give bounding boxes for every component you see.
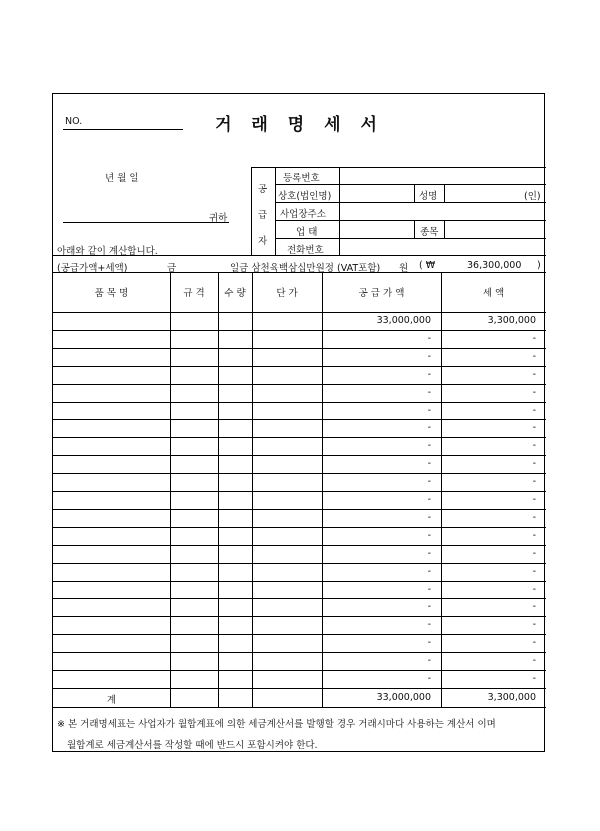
- total-supply-amount: 33,000,000: [376, 691, 431, 703]
- table-row-rule: [53, 598, 546, 599]
- table-row-rule: [53, 509, 546, 510]
- row-tax-amount[interactable]: -: [532, 601, 536, 613]
- table-header-spec: 규 격: [183, 288, 205, 299]
- row-supply-amount[interactable]: -: [427, 547, 431, 559]
- row-tax-amount[interactable]: -: [532, 583, 536, 595]
- table-row-rule: [53, 545, 546, 546]
- total-row-label: 계: [106, 694, 117, 706]
- table-row-rule: [53, 563, 546, 564]
- footnote-line-2: 월합계로 세금계산서를 작성할 때에 반드시 포함시켜야 한다.: [67, 740, 318, 751]
- table-header-tax: 세 액: [482, 288, 505, 299]
- address-label: 사업장주소: [280, 209, 326, 220]
- supplier-block: [251, 167, 546, 255]
- row-tax-amount[interactable]: -: [532, 511, 536, 523]
- recipient-underline[interactable]: [63, 222, 229, 223]
- row-supply-amount[interactable]: -: [427, 332, 431, 344]
- table-row-rule: [53, 616, 546, 617]
- row-supply-amount[interactable]: 33,000,000: [376, 315, 431, 326]
- supplier-side-char-3: 자: [258, 236, 268, 247]
- row-tax-amount[interactable]: -: [532, 637, 536, 649]
- amount-in-words: 일금 삼천육백삼십만원정 (VAT포함): [230, 263, 381, 274]
- table-header-supply: 공 급 가 액: [358, 288, 405, 299]
- row-supply-amount[interactable]: -: [427, 440, 431, 452]
- phone-label: 전화번호: [287, 245, 324, 256]
- table-header-unit-price: 단 가: [276, 288, 298, 299]
- table-row-rule: [53, 455, 546, 456]
- currency-close: ): [537, 260, 541, 271]
- row-supply-amount[interactable]: -: [427, 601, 431, 613]
- row-supply-amount[interactable]: -: [427, 673, 431, 684]
- recipient-suffix: 귀하: [209, 213, 228, 224]
- name-label: 성명: [419, 191, 438, 202]
- invoice-form: [52, 93, 545, 752]
- item-type-label: 종목: [420, 227, 439, 238]
- row-tax-amount[interactable]: -: [532, 655, 536, 667]
- row-tax-amount[interactable]: -: [532, 619, 536, 631]
- reg-no-field[interactable]: [341, 169, 544, 183]
- table-column-rule: [170, 272, 171, 707]
- table-row-rule: [53, 634, 546, 635]
- row-tax-amount[interactable]: -: [532, 332, 536, 344]
- gold-label: 금: [167, 263, 177, 274]
- table-row-rule: [53, 348, 546, 349]
- table-row-rule: [53, 419, 546, 420]
- table-row-rule: [53, 402, 546, 403]
- row-tax-amount[interactable]: -: [532, 673, 536, 684]
- row-tax-amount[interactable]: -: [532, 476, 536, 488]
- row-tax-amount[interactable]: -: [532, 386, 536, 398]
- row-tax-amount[interactable]: -: [532, 565, 536, 577]
- row-tax-amount[interactable]: -: [532, 547, 536, 559]
- table-row-rule: [53, 491, 546, 492]
- table-column-rule: [252, 272, 253, 707]
- seal-label: (인): [524, 191, 541, 202]
- company-field[interactable]: [341, 187, 412, 201]
- footnote-line-1: ※ 본 거래명세표는 사업자가 월합계표에 의한 세금계산서를 발행할 경우 거래시마다 사용하는 계산서 이며: [57, 719, 496, 730]
- row-supply-amount[interactable]: -: [427, 619, 431, 631]
- row-supply-amount[interactable]: -: [427, 511, 431, 523]
- row-supply-amount[interactable]: -: [427, 529, 431, 541]
- row-supply-amount[interactable]: -: [427, 458, 431, 470]
- phone-field[interactable]: [341, 241, 544, 254]
- table-row-rule: [53, 437, 546, 438]
- total-amount: 36,300,000: [467, 260, 522, 271]
- row-supply-amount[interactable]: -: [427, 494, 431, 505]
- row-tax-amount[interactable]: -: [532, 368, 536, 380]
- row-tax-amount[interactable]: -: [532, 422, 536, 434]
- table-row-rule: [53, 330, 546, 331]
- total-tax-amount: 3,300,000: [487, 691, 536, 703]
- row-supply-amount[interactable]: -: [427, 655, 431, 667]
- table-row-rule: [53, 688, 546, 689]
- row-supply-amount[interactable]: -: [427, 637, 431, 649]
- business-type-label: 업 태: [296, 227, 318, 238]
- table-top-rule: [53, 272, 546, 273]
- currency-open: ( ₩: [419, 260, 436, 271]
- table-row-rule: [53, 527, 546, 528]
- row-tax-amount[interactable]: -: [532, 350, 536, 362]
- row-tax-amount[interactable]: -: [532, 494, 536, 505]
- row-supply-amount[interactable]: -: [427, 476, 431, 488]
- table-header-qty: 수 량: [224, 288, 246, 299]
- row-supply-amount[interactable]: -: [427, 404, 431, 416]
- table-row-rule: [53, 473, 546, 474]
- supplier-side-char-1: 공: [258, 184, 268, 195]
- table-header-rule: [53, 312, 546, 313]
- address-field[interactable]: [341, 205, 544, 219]
- row-supply-amount[interactable]: -: [427, 565, 431, 577]
- row-tax-amount[interactable]: 3,300,000: [487, 315, 536, 326]
- company-label: 상호(법인명): [278, 191, 332, 202]
- table-header-item: 품 목 명: [94, 288, 129, 299]
- won-label: 원: [399, 263, 409, 274]
- document-title: 거 래 명 세 서: [215, 115, 384, 135]
- no-label: NO.: [65, 116, 83, 127]
- table-column-rule: [218, 272, 219, 707]
- row-supply-amount[interactable]: -: [427, 583, 431, 595]
- table-row-rule: [53, 384, 546, 385]
- row-tax-amount[interactable]: -: [532, 404, 536, 416]
- date-field[interactable]: 년 월 일: [105, 173, 139, 184]
- supplier-side-char-2: 급: [258, 210, 268, 221]
- table-row-rule: [53, 581, 546, 582]
- notice-text: 아래와 같이 계산합니다.: [57, 246, 158, 257]
- total-prefix: (공급가액+세액): [57, 263, 128, 274]
- reg-no-label: 등록번호: [283, 173, 320, 184]
- row-tax-amount[interactable]: -: [532, 458, 536, 470]
- table-row-rule: [53, 670, 546, 671]
- table-bottom-rule: [53, 707, 546, 708]
- table-row-rule: [53, 652, 546, 653]
- row-supply-amount[interactable]: -: [427, 422, 431, 434]
- row-supply-amount[interactable]: -: [427, 350, 431, 362]
- row-tax-amount[interactable]: -: [532, 529, 536, 541]
- row-supply-amount[interactable]: -: [427, 368, 431, 380]
- table-row-rule: [53, 366, 546, 367]
- row-tax-amount[interactable]: -: [532, 440, 536, 452]
- row-supply-amount[interactable]: -: [427, 386, 431, 398]
